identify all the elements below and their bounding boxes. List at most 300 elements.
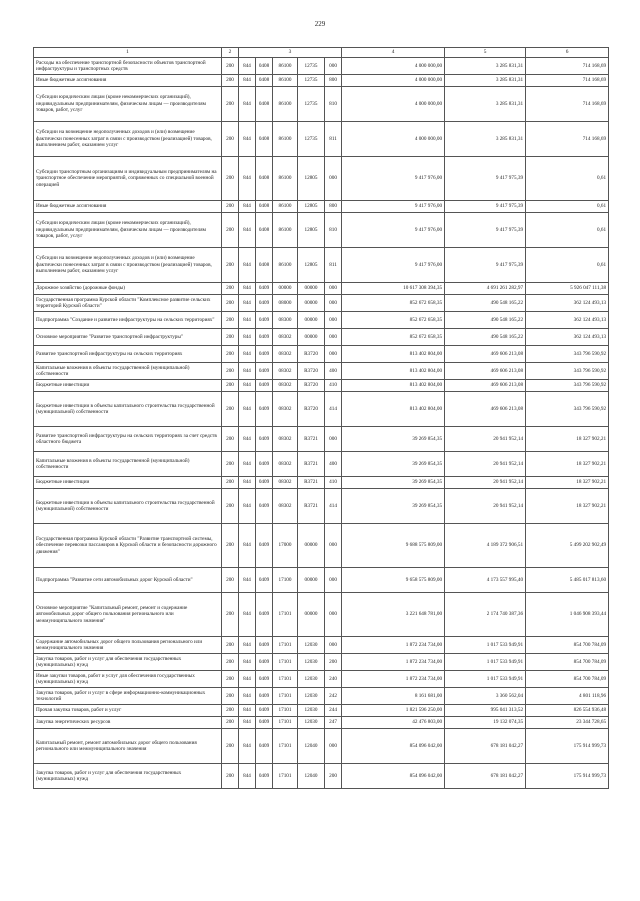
row-code-expense-type: 000 bbox=[325, 637, 342, 654]
row-code-direction: 12805 bbox=[298, 157, 325, 201]
row-amount-remaining: 0,61 bbox=[526, 248, 609, 283]
row-amount-executed: 3 285 831,31 bbox=[445, 75, 526, 87]
table-row bbox=[34, 201, 609, 213]
row-code-department: 844 bbox=[239, 201, 256, 213]
row-code-department: 844 bbox=[239, 58, 256, 75]
row-code-expense-type: 240 bbox=[325, 671, 342, 688]
row-code-direction: 12805 bbox=[298, 201, 325, 213]
row-code-grbs: 200 bbox=[222, 58, 239, 75]
row-code-department: 844 bbox=[239, 329, 256, 346]
row-name: Иные бюджетные ассигнования bbox=[34, 201, 222, 213]
table-row bbox=[34, 295, 609, 312]
row-code-department: 844 bbox=[239, 452, 256, 477]
row-amount-remaining: 175 914 999,73 bbox=[526, 764, 609, 789]
row-code-expense-type: 410 bbox=[325, 477, 342, 489]
row-name: Бюджетные инвестиции bbox=[34, 380, 222, 392]
row-code-department: 844 bbox=[239, 729, 256, 764]
row-amount-plan: 813 402 804,00 bbox=[342, 346, 445, 363]
row-amount-executed: 9 417 975,39 bbox=[445, 201, 526, 213]
row-code-program: 17101 bbox=[273, 671, 298, 688]
row-code-grbs: 200 bbox=[222, 764, 239, 789]
row-amount-plan: 9 417 976,00 bbox=[342, 157, 445, 201]
row-code-direction: R3721 bbox=[298, 427, 325, 452]
header-col-5: 5 bbox=[445, 48, 526, 58]
row-name: Субсидии юридическим лицам (кроме некоммерческих организаций), индивидуальным предпринимателям, физическим лицам — производителям товаров, работ, услуг bbox=[34, 87, 222, 122]
row-code-grbs: 200 bbox=[222, 363, 239, 380]
row-code-department: 844 bbox=[239, 363, 256, 380]
row-code-department: 844 bbox=[239, 427, 256, 452]
row-code-direction: R3721 bbox=[298, 489, 325, 524]
row-code-section: 0408 bbox=[256, 122, 273, 157]
row-code-direction: 12030 bbox=[298, 705, 325, 717]
row-code-grbs: 200 bbox=[222, 452, 239, 477]
row-code-direction: 12735 bbox=[298, 58, 325, 75]
row-name: Дорожное хозяйство (дорожные фонды) bbox=[34, 283, 222, 295]
row-amount-plan: 9 417 976,00 bbox=[342, 248, 445, 283]
row-name: Субсидии юридическим лицам (кроме некоммерческих организаций), индивидуальным предпринимателям, физическим лицам — производителям товаров, работ, услуг bbox=[34, 213, 222, 248]
row-code-direction: 12030 bbox=[298, 637, 325, 654]
row-amount-remaining: 343 796 590,92 bbox=[526, 363, 609, 380]
row-code-direction: 12735 bbox=[298, 122, 325, 157]
row-code-grbs: 200 bbox=[222, 201, 239, 213]
row-code-program: 17101 bbox=[273, 637, 298, 654]
row-code-department: 844 bbox=[239, 688, 256, 705]
row-code-department: 844 bbox=[239, 717, 256, 729]
row-code-expense-type: 400 bbox=[325, 452, 342, 477]
row-amount-remaining: 4 801 118,96 bbox=[526, 688, 609, 705]
row-amount-executed: 1 017 533 949,91 bbox=[445, 671, 526, 688]
table-row bbox=[34, 157, 609, 201]
row-code-program: 08302 bbox=[273, 346, 298, 363]
row-code-grbs: 200 bbox=[222, 392, 239, 427]
row-code-expense-type: 000 bbox=[325, 346, 342, 363]
row-amount-remaining: 0,61 bbox=[526, 157, 609, 201]
row-amount-plan: 813 402 804,00 bbox=[342, 380, 445, 392]
row-name: Государственная программа Курской области "Комплексное развитие сельских территорий Курской области" bbox=[34, 295, 222, 312]
row-name: Субсидии транспортным организациям и индивидуальным предпринимателям на транспортное обеспечение мероприятий, сопряженных со специальной военной операцией bbox=[34, 157, 222, 201]
row-name: Субсидии на возмещение недополученных доходов и (или) возмещение фактически понесенных затрат в связи с производством (реализацией) товаров, выполнением работ, оказанием услуг bbox=[34, 248, 222, 283]
row-amount-plan: 1 872 234 734,00 bbox=[342, 637, 445, 654]
row-code-program: 17101 bbox=[273, 688, 298, 705]
row-amount-plan: 42 476 803,00 bbox=[342, 717, 445, 729]
row-code-section: 0408 bbox=[256, 157, 273, 201]
row-code-section: 0409 bbox=[256, 524, 273, 568]
row-code-direction: R3720 bbox=[298, 380, 325, 392]
row-amount-plan: 813 402 804,00 bbox=[342, 363, 445, 380]
row-code-direction: 00000 bbox=[298, 295, 325, 312]
row-code-expense-type: 000 bbox=[325, 524, 342, 568]
row-amount-remaining: 18 327 902,21 bbox=[526, 477, 609, 489]
row-code-section: 0408 bbox=[256, 75, 273, 87]
row-code-program: 08300 bbox=[273, 312, 298, 329]
row-amount-remaining: 5 926 047 111,38 bbox=[526, 283, 609, 295]
table-row bbox=[34, 380, 609, 392]
row-code-department: 844 bbox=[239, 568, 256, 593]
row-amount-remaining: 362 124 493,13 bbox=[526, 295, 609, 312]
row-code-direction: 00000 bbox=[298, 283, 325, 295]
row-code-section: 0409 bbox=[256, 654, 273, 671]
row-code-program: 17101 bbox=[273, 729, 298, 764]
row-code-program: 86100 bbox=[273, 58, 298, 75]
row-name: Субсидии на возмещение недополученных доходов и (или) возмещение фактически понесенных затрат в связи с производством (реализацией) товаров, выполнением работ, оказанием услуг bbox=[34, 122, 222, 157]
row-code-section: 0408 bbox=[256, 248, 273, 283]
row-code-expense-type: 242 bbox=[325, 688, 342, 705]
row-amount-plan: 39 269 854,35 bbox=[342, 427, 445, 452]
row-amount-executed: 20 941 952,14 bbox=[445, 452, 526, 477]
row-name: Основное мероприятие "Капитальный ремонт, ремонт и содержание автомобильных дорог общего пользования регионального или межмуниципального значения" bbox=[34, 593, 222, 637]
row-code-expense-type: 800 bbox=[325, 75, 342, 87]
row-code-section: 0409 bbox=[256, 329, 273, 346]
row-code-grbs: 200 bbox=[222, 568, 239, 593]
row-amount-plan: 10 617 308 394,35 bbox=[342, 283, 445, 295]
header-row bbox=[34, 48, 609, 58]
row-code-direction: 00000 bbox=[298, 524, 325, 568]
table-row bbox=[34, 363, 609, 380]
table-row bbox=[34, 213, 609, 248]
row-code-department: 844 bbox=[239, 477, 256, 489]
row-code-expense-type: 414 bbox=[325, 392, 342, 427]
row-name: Бюджетные инвестиции bbox=[34, 477, 222, 489]
row-code-expense-type: 000 bbox=[325, 729, 342, 764]
row-code-direction: 00000 bbox=[298, 312, 325, 329]
page-number: 229 bbox=[314, 20, 326, 28]
row-amount-executed: 469 606 213,08 bbox=[445, 346, 526, 363]
row-code-direction: 12030 bbox=[298, 654, 325, 671]
row-code-program: 17000 bbox=[273, 524, 298, 568]
row-amount-executed: 678 181 042,27 bbox=[445, 764, 526, 789]
row-amount-plan: 1 872 234 734,00 bbox=[342, 654, 445, 671]
row-code-program: 86100 bbox=[273, 87, 298, 122]
row-code-department: 844 bbox=[239, 705, 256, 717]
table-row bbox=[34, 87, 609, 122]
row-code-department: 844 bbox=[239, 392, 256, 427]
row-code-direction: 12735 bbox=[298, 75, 325, 87]
row-code-expense-type: 000 bbox=[325, 593, 342, 637]
row-amount-remaining: 18 327 902,21 bbox=[526, 427, 609, 452]
row-amount-remaining: 5 485 017 813,60 bbox=[526, 568, 609, 593]
row-code-expense-type: 400 bbox=[325, 363, 342, 380]
row-amount-executed: 995 041 313,52 bbox=[445, 705, 526, 717]
row-code-program: 17101 bbox=[273, 593, 298, 637]
row-code-expense-type: 000 bbox=[325, 283, 342, 295]
row-amount-remaining: 1 046 908 393,44 bbox=[526, 593, 609, 637]
row-code-section: 0409 bbox=[256, 392, 273, 427]
row-name: Расходы на обеспечение транспортной безопасности объектов транспортной инфраструктуры и транспортных средств bbox=[34, 58, 222, 75]
row-amount-plan: 9 658 575 809,00 bbox=[342, 568, 445, 593]
row-amount-executed: 469 606 213,08 bbox=[445, 392, 526, 427]
row-code-section: 0409 bbox=[256, 295, 273, 312]
table-row bbox=[34, 477, 609, 489]
row-code-direction: R3720 bbox=[298, 392, 325, 427]
row-amount-executed: 9 417 975,39 bbox=[445, 213, 526, 248]
row-code-section: 0409 bbox=[256, 637, 273, 654]
row-code-section: 0409 bbox=[256, 489, 273, 524]
row-code-grbs: 200 bbox=[222, 477, 239, 489]
row-code-program: 08302 bbox=[273, 477, 298, 489]
row-code-department: 844 bbox=[239, 764, 256, 789]
row-name: Закупка товаров, работ и услуг для обеспечения государственных (муниципальных) нужд bbox=[34, 654, 222, 671]
row-amount-executed: 3 360 562,04 bbox=[445, 688, 526, 705]
table-row bbox=[34, 312, 609, 329]
row-code-direction: 00000 bbox=[298, 568, 325, 593]
row-code-program: 86100 bbox=[273, 75, 298, 87]
table-row bbox=[34, 593, 609, 637]
row-code-grbs: 200 bbox=[222, 75, 239, 87]
header-col-6: 6 bbox=[526, 48, 609, 58]
row-name: Содержание автомобильных дорог общего пользования регионального или межмуниципального значения bbox=[34, 637, 222, 654]
row-name: Иные бюджетные ассигнования bbox=[34, 75, 222, 87]
row-code-section: 0409 bbox=[256, 688, 273, 705]
row-code-department: 844 bbox=[239, 654, 256, 671]
table-row bbox=[34, 688, 609, 705]
row-amount-plan: 9 688 575 809,00 bbox=[342, 524, 445, 568]
row-code-grbs: 200 bbox=[222, 705, 239, 717]
row-amount-remaining: 714 168,69 bbox=[526, 58, 609, 75]
row-code-direction: R3720 bbox=[298, 346, 325, 363]
row-code-department: 844 bbox=[239, 346, 256, 363]
row-code-program: 86100 bbox=[273, 248, 298, 283]
row-code-program: 08302 bbox=[273, 363, 298, 380]
table-row bbox=[34, 452, 609, 477]
table-row bbox=[34, 671, 609, 688]
row-name: Государственная программа Курской области "Развитие транспортной системы, обеспечение перевозки пассажиров в Курской области и безопасности дорожного движения" bbox=[34, 524, 222, 568]
row-code-department: 844 bbox=[239, 295, 256, 312]
row-code-section: 0409 bbox=[256, 477, 273, 489]
row-code-section: 0409 bbox=[256, 346, 273, 363]
row-code-program: 17101 bbox=[273, 654, 298, 671]
row-code-expense-type: 000 bbox=[325, 312, 342, 329]
row-code-section: 0409 bbox=[256, 729, 273, 764]
row-code-program: 17101 bbox=[273, 705, 298, 717]
row-amount-remaining: 854 700 784,09 bbox=[526, 654, 609, 671]
row-code-program: 17101 bbox=[273, 764, 298, 789]
row-code-grbs: 200 bbox=[222, 671, 239, 688]
row-code-grbs: 200 bbox=[222, 688, 239, 705]
row-code-program: 08302 bbox=[273, 489, 298, 524]
row-amount-remaining: 714 168,69 bbox=[526, 122, 609, 157]
row-name: Бюджетные инвестиции в объекты капитального строительства государственной (муниципальной) собственности bbox=[34, 489, 222, 524]
row-code-expense-type: 244 bbox=[325, 705, 342, 717]
row-amount-remaining: 343 796 590,92 bbox=[526, 346, 609, 363]
row-amount-executed: 2 174 740 387,36 bbox=[445, 593, 526, 637]
table-row bbox=[34, 637, 609, 654]
row-name: Капитальные вложения в объекты государственной (муниципальной) собственности bbox=[34, 452, 222, 477]
row-code-department: 844 bbox=[239, 593, 256, 637]
row-amount-executed: 4 691 261 282,97 bbox=[445, 283, 526, 295]
table-row bbox=[34, 346, 609, 363]
row-amount-remaining: 362 124 493,13 bbox=[526, 329, 609, 346]
row-code-expense-type: 000 bbox=[325, 157, 342, 201]
row-code-grbs: 200 bbox=[222, 248, 239, 283]
row-code-grbs: 200 bbox=[222, 654, 239, 671]
row-amount-executed: 4 173 557 995,40 bbox=[445, 568, 526, 593]
row-amount-executed: 490 548 165,22 bbox=[445, 329, 526, 346]
row-code-department: 844 bbox=[239, 524, 256, 568]
row-name: Иные закупки товаров, работ и услуг для обеспечения государственных (муниципальных) нужд bbox=[34, 671, 222, 688]
table-row bbox=[34, 717, 609, 729]
row-amount-plan: 852 672 658,35 bbox=[342, 295, 445, 312]
row-amount-plan: 813 402 804,00 bbox=[342, 392, 445, 427]
row-amount-plan: 3 221 648 781,00 bbox=[342, 593, 445, 637]
row-code-section: 0408 bbox=[256, 58, 273, 75]
row-name: Закупка товаров, работ и услуг для обеспечения государственных (муниципальных) нужд bbox=[34, 764, 222, 789]
row-amount-plan: 1 872 234 734,00 bbox=[342, 671, 445, 688]
row-code-program: 08000 bbox=[273, 295, 298, 312]
header-col-3: 3 bbox=[239, 48, 342, 58]
row-code-expense-type: 811 bbox=[325, 122, 342, 157]
row-name: Подпрограмма "Развитие сети автомобильных дорог Курской области" bbox=[34, 568, 222, 593]
row-amount-executed: 469 606 213,08 bbox=[445, 380, 526, 392]
row-code-program: 00000 bbox=[273, 283, 298, 295]
row-amount-executed: 19 132 074,35 bbox=[445, 717, 526, 729]
table-row bbox=[34, 283, 609, 295]
table-row bbox=[34, 764, 609, 789]
row-code-section: 0408 bbox=[256, 87, 273, 122]
row-code-grbs: 200 bbox=[222, 295, 239, 312]
row-code-direction: 00000 bbox=[298, 593, 325, 637]
row-amount-executed: 20 941 952,14 bbox=[445, 427, 526, 452]
row-code-department: 844 bbox=[239, 312, 256, 329]
row-code-expense-type: 414 bbox=[325, 489, 342, 524]
row-code-section: 0409 bbox=[256, 380, 273, 392]
row-code-grbs: 200 bbox=[222, 157, 239, 201]
row-amount-executed: 678 181 042,27 bbox=[445, 729, 526, 764]
row-code-expense-type: 247 bbox=[325, 717, 342, 729]
row-code-section: 0409 bbox=[256, 568, 273, 593]
row-code-grbs: 200 bbox=[222, 346, 239, 363]
row-amount-plan: 852 672 658,35 bbox=[342, 312, 445, 329]
table-row bbox=[34, 122, 609, 157]
row-amount-remaining: 714 168,69 bbox=[526, 75, 609, 87]
row-amount-remaining: 826 554 936,48 bbox=[526, 705, 609, 717]
row-code-direction: R3721 bbox=[298, 452, 325, 477]
row-code-section: 0409 bbox=[256, 452, 273, 477]
row-code-program: 86100 bbox=[273, 157, 298, 201]
row-name: Капитальные вложения в объекты государственной (муниципальной) собственности bbox=[34, 363, 222, 380]
header-col-2: 2 bbox=[222, 48, 239, 58]
row-code-grbs: 200 bbox=[222, 524, 239, 568]
table-row bbox=[34, 427, 609, 452]
row-code-grbs: 200 bbox=[222, 729, 239, 764]
row-code-direction: 12805 bbox=[298, 248, 325, 283]
table-row bbox=[34, 75, 609, 87]
row-amount-remaining: 18 327 902,21 bbox=[526, 452, 609, 477]
row-code-expense-type: 811 bbox=[325, 248, 342, 283]
row-amount-plan: 854 096 042,00 bbox=[342, 764, 445, 789]
row-code-expense-type: 000 bbox=[325, 295, 342, 312]
row-amount-remaining: 5 499 202 902,49 bbox=[526, 524, 609, 568]
table-row bbox=[34, 489, 609, 524]
row-code-program: 17100 bbox=[273, 568, 298, 593]
row-code-program: 86100 bbox=[273, 122, 298, 157]
row-code-department: 844 bbox=[239, 75, 256, 87]
row-code-grbs: 200 bbox=[222, 312, 239, 329]
row-amount-remaining: 18 327 902,21 bbox=[526, 489, 609, 524]
row-code-program: 08302 bbox=[273, 392, 298, 427]
row-amount-plan: 1 821 596 250,00 bbox=[342, 705, 445, 717]
row-name: Прочая закупка товаров, работ и услуг bbox=[34, 705, 222, 717]
row-amount-remaining: 0,61 bbox=[526, 213, 609, 248]
row-name: Развитие транспортной инфраструктуры на сельских территориях за счет средств областного бюджета bbox=[34, 427, 222, 452]
row-code-department: 844 bbox=[239, 637, 256, 654]
row-code-direction: 12040 bbox=[298, 764, 325, 789]
row-amount-plan: 4 000 000,00 bbox=[342, 75, 445, 87]
row-code-grbs: 200 bbox=[222, 283, 239, 295]
table-row bbox=[34, 329, 609, 346]
row-code-section: 0409 bbox=[256, 671, 273, 688]
row-name: Закупка товаров, работ и услуг в сфере информационно-коммуникационных технологий bbox=[34, 688, 222, 705]
row-amount-plan: 39 269 854,35 bbox=[342, 477, 445, 489]
row-code-department: 844 bbox=[239, 87, 256, 122]
row-amount-executed: 469 606 213,08 bbox=[445, 363, 526, 380]
row-amount-remaining: 854 700 784,09 bbox=[526, 671, 609, 688]
row-amount-plan: 39 269 854,35 bbox=[342, 452, 445, 477]
row-amount-remaining: 343 796 590,92 bbox=[526, 392, 609, 427]
row-amount-remaining: 343 796 590,92 bbox=[526, 380, 609, 392]
row-amount-executed: 9 417 975,39 bbox=[445, 248, 526, 283]
table-row bbox=[34, 392, 609, 427]
row-code-direction: 12040 bbox=[298, 729, 325, 764]
table-row bbox=[34, 654, 609, 671]
row-code-program: 08302 bbox=[273, 452, 298, 477]
row-amount-executed: 20 941 952,14 bbox=[445, 489, 526, 524]
table-row bbox=[34, 705, 609, 717]
row-amount-remaining: 362 124 493,13 bbox=[526, 312, 609, 329]
row-amount-executed: 490 548 165,22 bbox=[445, 295, 526, 312]
header-col-1: 1 bbox=[34, 48, 222, 58]
row-amount-plan: 4 000 000,00 bbox=[342, 122, 445, 157]
row-code-program: 86100 bbox=[273, 201, 298, 213]
row-name: Бюджетные инвестиции в объекты капитального строительства государственной (муниципальной) собственности bbox=[34, 392, 222, 427]
row-code-department: 844 bbox=[239, 122, 256, 157]
row-name: Развитие транспортной инфраструктуры на сельских территориях bbox=[34, 346, 222, 363]
row-code-expense-type: 800 bbox=[325, 201, 342, 213]
row-amount-plan: 39 269 854,35 bbox=[342, 489, 445, 524]
row-code-expense-type: 000 bbox=[325, 58, 342, 75]
row-amount-plan: 8 161 681,00 bbox=[342, 688, 445, 705]
row-amount-remaining: 175 914 999,73 bbox=[526, 729, 609, 764]
row-code-grbs: 200 bbox=[222, 329, 239, 346]
row-amount-remaining: 0,61 bbox=[526, 201, 609, 213]
row-code-department: 844 bbox=[239, 380, 256, 392]
row-code-direction: 12030 bbox=[298, 688, 325, 705]
row-code-expense-type: 410 bbox=[325, 380, 342, 392]
row-amount-executed: 3 285 831,31 bbox=[445, 87, 526, 122]
row-code-expense-type: 000 bbox=[325, 427, 342, 452]
row-amount-plan: 854 096 042,00 bbox=[342, 729, 445, 764]
row-code-department: 844 bbox=[239, 157, 256, 201]
row-code-expense-type: 810 bbox=[325, 213, 342, 248]
row-amount-remaining: 854 700 784,09 bbox=[526, 637, 609, 654]
row-amount-executed: 1 017 533 949,91 bbox=[445, 637, 526, 654]
row-code-grbs: 200 bbox=[222, 427, 239, 452]
row-code-grbs: 200 bbox=[222, 380, 239, 392]
table-row bbox=[34, 729, 609, 764]
row-code-grbs: 200 bbox=[222, 213, 239, 248]
row-code-section: 0409 bbox=[256, 312, 273, 329]
row-code-grbs: 200 bbox=[222, 122, 239, 157]
row-name: Закупка энергетических ресурсов bbox=[34, 717, 222, 729]
row-code-expense-type: 200 bbox=[325, 654, 342, 671]
row-code-department: 844 bbox=[239, 248, 256, 283]
row-amount-plan: 9 417 976,00 bbox=[342, 201, 445, 213]
row-code-grbs: 200 bbox=[222, 637, 239, 654]
row-code-department: 844 bbox=[239, 671, 256, 688]
row-amount-executed: 4 189 372 906,51 bbox=[445, 524, 526, 568]
row-amount-executed: 9 417 975,39 bbox=[445, 157, 526, 201]
row-code-program: 86100 bbox=[273, 213, 298, 248]
row-code-program: 17101 bbox=[273, 717, 298, 729]
